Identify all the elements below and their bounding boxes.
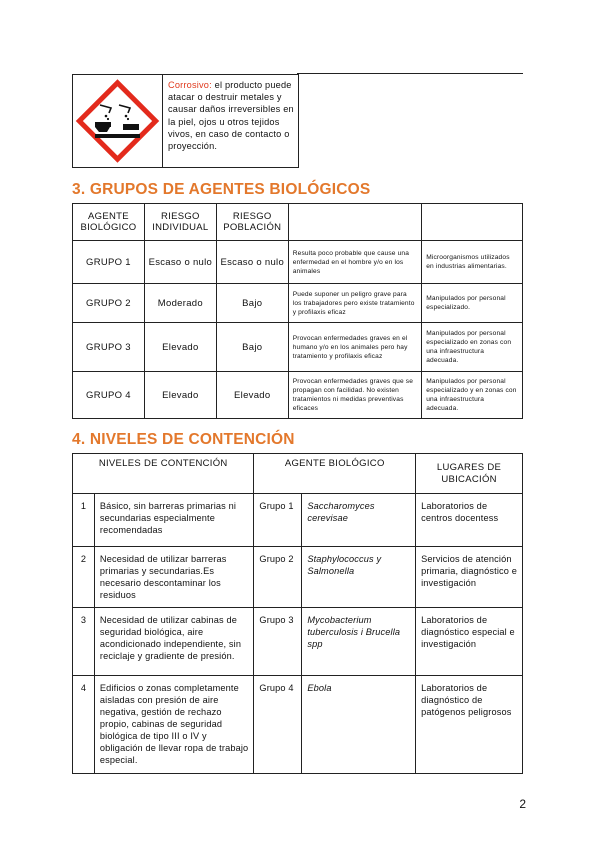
agente-cell: Staphylococcus y Salmonella (302, 547, 416, 608)
table-row (73, 494, 523, 547)
nivel-number: 3 (73, 608, 95, 676)
table-row (73, 241, 523, 284)
grupo-cell: GRUPO 1 (73, 241, 145, 284)
descripcion-cell: Puede suponer un peligro grave para los trabajadores pero existe tratamiento y profilaxis eficaz (288, 284, 422, 323)
nivel-cell: Básico, sin barreras primarias ni secundarias especialmente recomendadas (94, 494, 254, 547)
grupo-cell: GRUPO 2 (73, 284, 145, 323)
header-niveles: NIVELES DE CONTENCIÓN (73, 454, 254, 494)
nivel-number: 1 (73, 494, 95, 547)
table-header-row (73, 204, 523, 241)
riesgo-poblacion-cell: Bajo (216, 323, 288, 372)
table-row (73, 372, 523, 419)
contencion-table (72, 453, 523, 774)
table-row (73, 284, 523, 323)
nivel-cell: Necesidad de utilizar barreras primarias y secundarias.Es necesario descontaminar los residuos (94, 547, 254, 608)
header-empty-1 (288, 204, 422, 241)
hazard-term: Corrosivo: (168, 80, 212, 90)
riesgo-poblacion-cell: Escaso o nulo (216, 241, 288, 284)
nivel-cell: Edificios o zonas completamente aisladas con presión de aire negativa, gestión de rechazo propio, cabinas de seguridad biológica de tipo III o IV y obligación de llevar ropa de trabajo especial. (94, 676, 254, 774)
nivel-cell: Necesidad de utilizar cabinas de seguridad biológica, aire acondicionado independiente, sin reciclaje y gradiente de presión. (94, 608, 254, 676)
table-row (73, 323, 523, 372)
header-riesgo-poblacion: RIESGO POBLACIÓN (216, 204, 288, 241)
riesgo-individual-cell: Elevado (144, 372, 216, 419)
top-rule (297, 73, 523, 74)
hazard-box (72, 74, 299, 168)
riesgo-individual-cell: Escaso o nulo (144, 241, 216, 284)
descripcion-cell: Provocan enfermedades graves que se propagan con facilidad. No existen tratamientos ni medidas preventivas eficaces (288, 372, 422, 419)
section4-title: 4. NIVELES DE CONTENCIÓN (72, 431, 295, 448)
ejemplos-cell: Microorganismos utilizados en industrias alimentarias. (422, 241, 523, 284)
ejemplos-cell: Manipulados por personal especializado en zonas con una infraestructura adecuada. (422, 323, 523, 372)
header-lugares: LUGARES DE UBICACIÓN (416, 454, 523, 494)
agente-cell: Saccharomyces cerevisae (302, 494, 416, 547)
descripcion-cell: Resulta poco probable que cause una enfermedad en el hombre y/o en los animales (288, 241, 422, 284)
grupo-cell: Grupo 2 (254, 547, 302, 608)
section3-title: 3. GRUPOS DE AGENTES BIOLÓGICOS (72, 181, 371, 198)
corrosive-icon (73, 75, 162, 167)
header-agente: AGENTE BIOLÓGICO (254, 454, 416, 494)
lugar-cell: Laboratorios de centros docentess (416, 494, 523, 547)
grupo-cell: Grupo 4 (254, 676, 302, 774)
hazard-icon-cell (73, 75, 163, 167)
lugar-cell: Servicios de atención primaria, diagnóstico e investigación (416, 547, 523, 608)
nivel-number: 4 (73, 676, 95, 774)
riesgo-individual-cell: Moderado (144, 284, 216, 323)
table-row (73, 547, 523, 608)
header-riesgo-individual: RIESGO INDIVIDUAL (144, 204, 216, 241)
table-row (73, 608, 523, 676)
table-row (73, 676, 523, 774)
agente-cell: Ebola (302, 676, 416, 774)
page-number: 2 (519, 797, 526, 811)
riesgo-individual-cell: Elevado (144, 323, 216, 372)
riesgo-poblacion-cell: Elevado (216, 372, 288, 419)
grupo-cell: Grupo 3 (254, 608, 302, 676)
table-header-row (73, 454, 523, 494)
header-agente: AGENTE BIOLÓGICO (73, 204, 145, 241)
hazard-description: el producto puede atacar o destruir metales y causar daños irreversibles en la piel, ojos u otros tejidos vivos, en caso de contacto o proyección. (168, 80, 294, 152)
lugar-cell: Laboratorios de diagnóstico especial e investigación (416, 608, 523, 676)
descripcion-cell: Provocan enfermedades graves en el humano y/o en los animales pero hay tratamiento y profilaxis eficaz (288, 323, 422, 372)
hazard-text (168, 79, 296, 152)
ejemplos-cell: Manipulados por personal especializado y en zonas con una infraestructura adecuada. (422, 372, 523, 419)
grupos-table (72, 203, 523, 419)
ejemplos-cell: Manipulados por personal especializado. (422, 284, 523, 323)
grupo-cell: GRUPO 4 (73, 372, 145, 419)
nivel-number: 2 (73, 547, 95, 608)
grupo-cell: Grupo 1 (254, 494, 302, 547)
agente-cell: Mycobacterium tuberculosis i Brucella spp (302, 608, 416, 676)
lugar-cell: Laboratorios de diagnóstico de patógenos peligrosos (416, 676, 523, 774)
riesgo-poblacion-cell: Bajo (216, 284, 288, 323)
grupo-cell: GRUPO 3 (73, 323, 145, 372)
header-empty-2 (422, 204, 523, 241)
